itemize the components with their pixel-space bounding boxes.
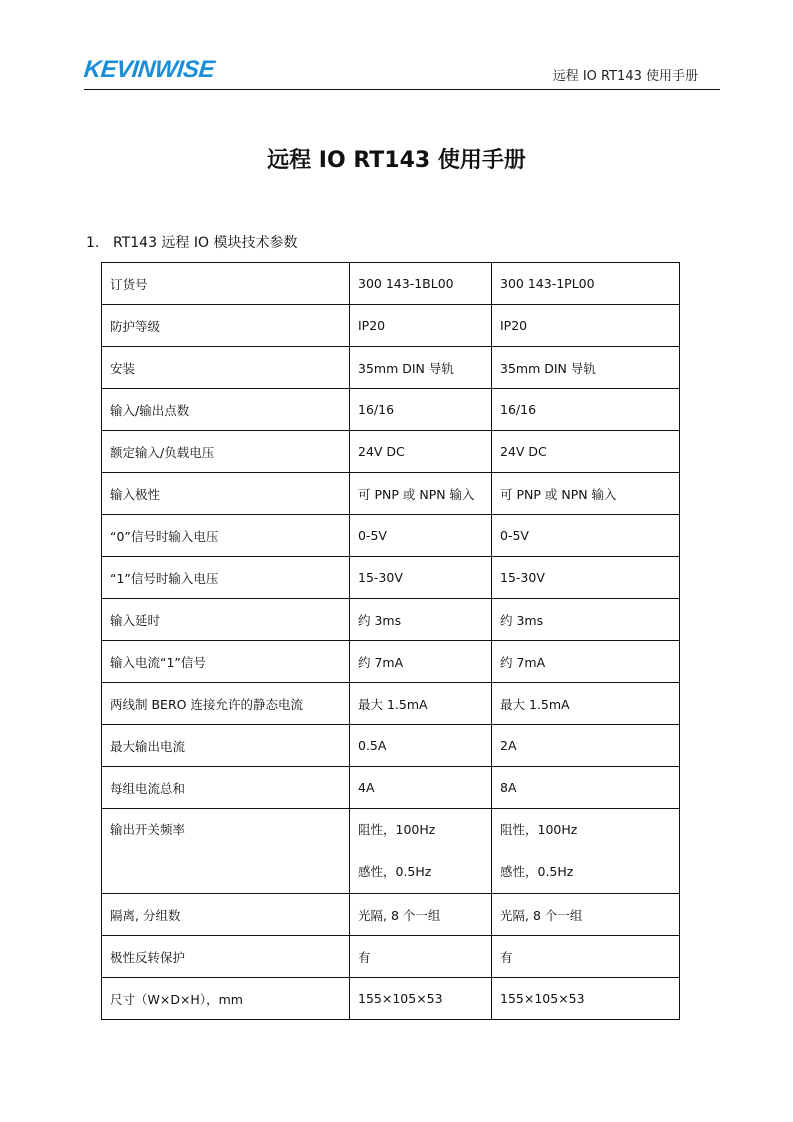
- param-name-cell: 输入极性: [102, 473, 350, 515]
- value-cell-1pl00: 约 7mA: [492, 641, 680, 683]
- value-cell-1pl00: 约 3ms: [492, 599, 680, 641]
- value-cell-1bl00: 有: [350, 936, 492, 978]
- value-cell-1bl00: 15-30V: [350, 557, 492, 599]
- value-cell-1pl00: 16/16: [492, 389, 680, 431]
- value-cell-1pl00: 2A: [492, 725, 680, 767]
- table-row: [102, 767, 680, 809]
- value-cell-1pl00: 有: [492, 936, 680, 978]
- value-cell-1pl00: IP20: [492, 305, 680, 347]
- value-cell-1bl00: 可 PNP 或 NPN 输入: [350, 473, 492, 515]
- table-row: [102, 263, 680, 305]
- company-logo: KEVINWISE: [82, 56, 216, 83]
- table-row: [102, 936, 680, 978]
- section-heading-text: RT143 远程 IO 模块技术参数: [113, 235, 298, 251]
- value-cell-1bl00: 155×105×53: [350, 978, 492, 1020]
- value-cell-1pl00: [492, 809, 680, 894]
- value-line: 阻性，100Hz: [358, 822, 436, 837]
- table-row: [102, 389, 680, 431]
- value-cell-1pl00: 0-5V: [492, 515, 680, 557]
- value-cell-1bl00: [350, 809, 492, 894]
- value-cell-1bl00: 4A: [350, 767, 492, 809]
- value-cell-1bl00: 最大 1.5mA: [350, 683, 492, 725]
- param-name-cell: 防护等级: [102, 305, 350, 347]
- section-number: 1.: [86, 235, 100, 251]
- param-name-cell: 两线制 BERO 连接允许的静态电流: [102, 683, 350, 725]
- table-row: [102, 683, 680, 725]
- value-cell-1bl00: 0.5A: [350, 725, 492, 767]
- param-name-cell: 额定输入/负载电压: [102, 431, 350, 473]
- value-cell-1bl00: 16/16: [350, 389, 492, 431]
- value-cell-1pl00: 可 PNP 或 NPN 输入: [492, 473, 680, 515]
- param-name-cell: 最大输出电流: [102, 725, 350, 767]
- value-cell-1bl00: 300 143-1BL00: [350, 263, 492, 305]
- value-cell-1pl00: 155×105×53: [492, 978, 680, 1020]
- value-cell-1bl00: 约 3ms: [350, 599, 492, 641]
- table-row: [102, 809, 680, 894]
- table-row: [102, 599, 680, 641]
- table-row: [102, 431, 680, 473]
- page-header: [84, 52, 720, 90]
- spec-table: [101, 262, 680, 1020]
- table-row: [102, 515, 680, 557]
- param-name-cell: 安装: [102, 347, 350, 389]
- value-line: 阻性，100Hz: [500, 822, 578, 837]
- table-row: [102, 978, 680, 1020]
- value-cell-1pl00: 最大 1.5mA: [492, 683, 680, 725]
- param-name-cell: 隔离, 分组数: [102, 894, 350, 936]
- param-name-cell: 每组电流总和: [102, 767, 350, 809]
- table-row: [102, 347, 680, 389]
- value-cell-1pl00: 15-30V: [492, 557, 680, 599]
- table-row: [102, 641, 680, 683]
- value-cell-1bl00: 约 7mA: [350, 641, 492, 683]
- value-cell-1pl00: 35mm DIN 导轨: [492, 347, 680, 389]
- param-name-cell: 极性反转保护: [102, 936, 350, 978]
- value-line: 感性，0.5Hz: [358, 864, 432, 879]
- param-name-cell: 输出开关频率: [102, 809, 350, 894]
- param-name-cell: 订货号: [102, 263, 350, 305]
- param-name-cell: “0”信号时输入电压: [102, 515, 350, 557]
- table-row: [102, 894, 680, 936]
- param-name-cell: 输入延时: [102, 599, 350, 641]
- value-cell-1bl00: IP20: [350, 305, 492, 347]
- running-header-title: 远程 IO RT143 使用手册: [552, 69, 698, 84]
- value-cell-1pl00: 光隔, 8 个一组: [492, 894, 680, 936]
- value-cell-1bl00: 24V DC: [350, 431, 492, 473]
- document-title: 远程 IO RT143 使用手册: [267, 148, 526, 173]
- section-heading: [86, 232, 297, 252]
- value-cell-1bl00: 光隔, 8 个一组: [350, 894, 492, 936]
- table-row: [102, 725, 680, 767]
- param-name-cell: 尺寸（W×D×H），mm: [102, 978, 350, 1020]
- value-cell-1pl00: 300 143-1PL00: [492, 263, 680, 305]
- table-row: [102, 473, 680, 515]
- param-name-cell: “1”信号时输入电压: [102, 557, 350, 599]
- value-line: 感性，0.5Hz: [500, 864, 574, 879]
- value-cell-1pl00: 24V DC: [492, 431, 680, 473]
- table-row: [102, 557, 680, 599]
- param-name-cell: 输入/输出点数: [102, 389, 350, 431]
- value-cell-1bl00: 0-5V: [350, 515, 492, 557]
- value-cell-1bl00: 35mm DIN 导轨: [350, 347, 492, 389]
- param-name-cell: 输入电流“1”信号: [102, 641, 350, 683]
- table-row: [102, 305, 680, 347]
- value-cell-1pl00: 8A: [492, 767, 680, 809]
